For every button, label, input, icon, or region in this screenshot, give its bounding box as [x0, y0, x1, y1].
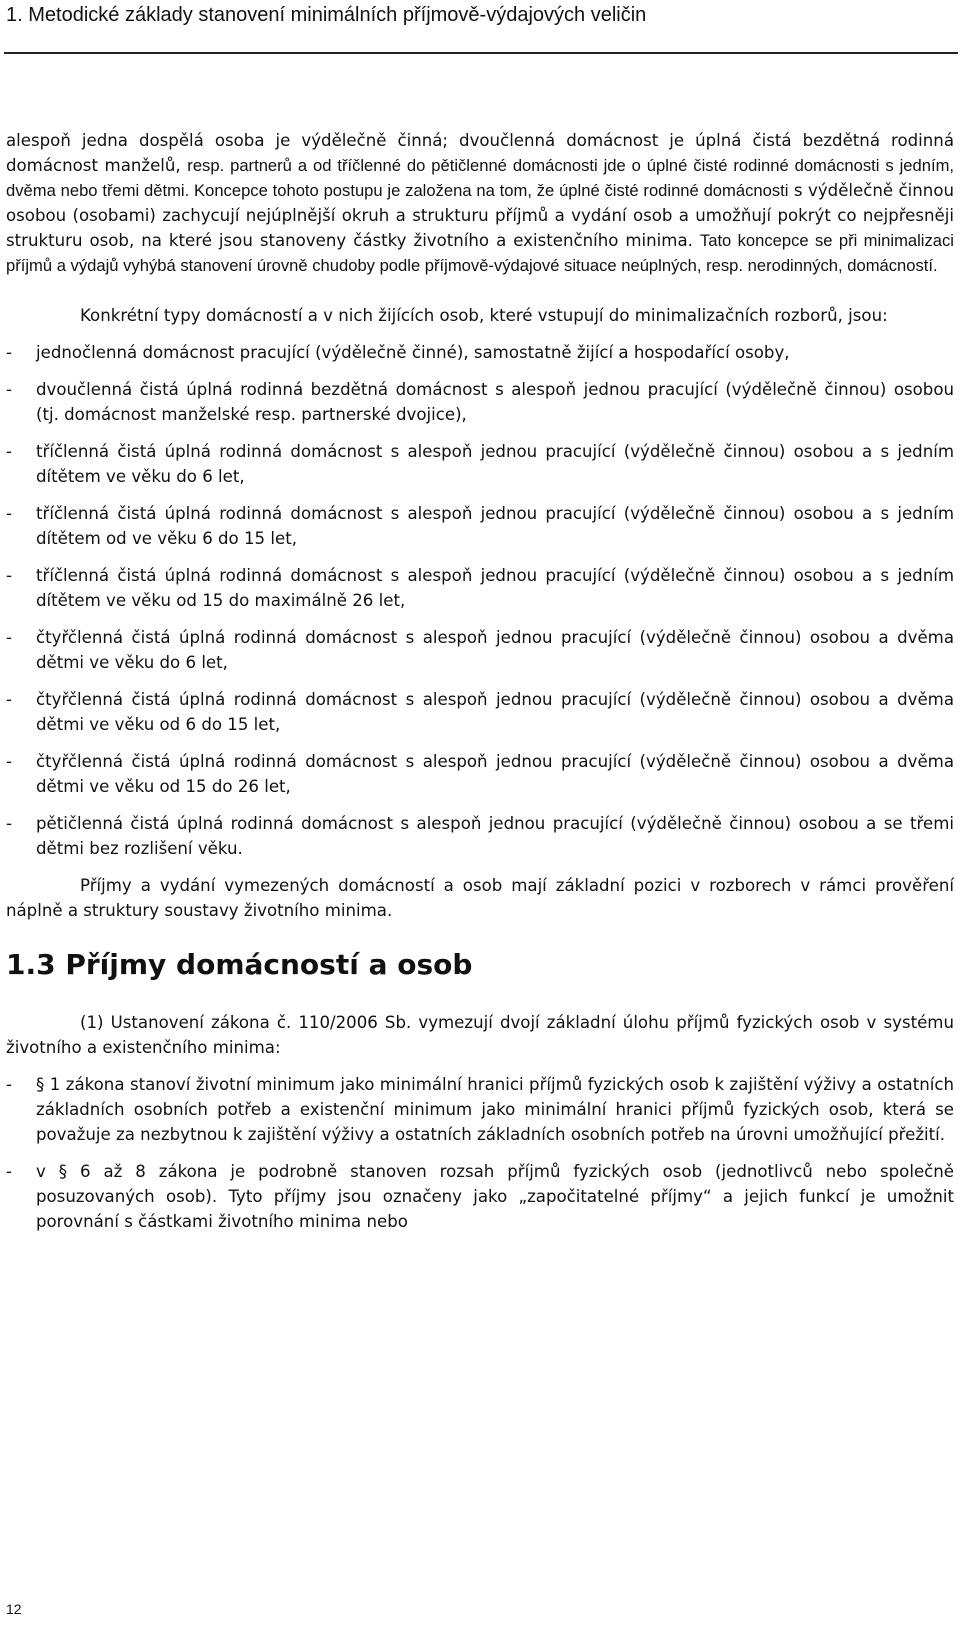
income-position-paragraph: Příjmy a vydání vymezených domácností a osob mají základní pozici v rozborech v rámci prověření náplně a struktury soustavy životního minima.	[6, 876, 954, 920]
list-dash: -	[6, 504, 12, 523]
list-item	[6, 749, 954, 799]
list-item-text: čtyřčlenná čistá úplná rodinná domácnost s alespoň jednou pracující (výdělečně činnou) osobou a dvěma dětmi ve věku do 6 let,	[36, 628, 954, 672]
list-item-text: tříčlenná čistá úplná rodinná domácnost s alespoň jednou pracující (výdělečně činnou) osobou a s jedním dítětem od ve věku 6 do 15 let,	[36, 504, 954, 548]
list-dash: -	[6, 380, 12, 399]
list-dash: -	[6, 442, 12, 461]
intro-text-2: resp. partnerů a od tříčlenné do pětičlenné domácnosti jde o úplné čisté rodinné domácnosti s jedním, dvěma nebo třemi dětmi. Koncepce tohoto postupu je založena na tom, že úplné čisté rodinné domácnosti	[6, 156, 954, 200]
list-dash: -	[6, 343, 12, 362]
list-item	[6, 1159, 954, 1234]
intro-text-1: alespoň jedna dospělá osoba je výdělečně činná; dvoučlenná domácnost je úplná čistá bezdětná rodinná domácnost manželů,	[6, 131, 954, 175]
list-item	[6, 563, 954, 613]
list-item-text: v § 6 až 8 zákona je podrobně stanoven rozsah příjmů fyzických osob (jednotlivců nebo společně posuzovaných osob). Tyto příjmy jsou označeny jako „započitatelné příjmy“ a jejich funkcí je umožnit porovnání s částkami životního minima nebo	[36, 1162, 954, 1231]
list-item	[6, 439, 954, 489]
list-dash: -	[6, 752, 12, 771]
list-item	[6, 377, 954, 427]
intro-text-3: s výdělečně činnou osobou (osobami) zachycují nejúplnější okruh a strukturu příjmů a vydání osob a umožňují pokrýt co nejpřesněji strukturu osob, na které jsou stanoveny částky životního a existenčního minima.	[6, 181, 954, 250]
intro-text-4: Tato koncepce se při minimalizaci příjmů a výdajů vyhýbá stanovení úrovně chudoby podle příjmově-výdajové situace neúplných, resp. nerodinných, domácností.	[6, 231, 954, 275]
header-rule	[4, 52, 958, 54]
list-dash: -	[6, 814, 12, 833]
list-item-text: pětičlenná čistá úplná rodinná domácnost s alespoň jednou pracující (výdělečně činnou) osobou a se třemi dětmi bez rozlišení věku.	[36, 814, 954, 858]
list-item-text: § 1 zákona stanoví životní minimum jako minimální hranici příjmů fyzických osob k zajištění výživy a ostatních základních osobních potřeb a existenční minimum jako minimální hranici příjmů fyzických osob, která se považuje za nezbytnou k zajištění výživy a ostatních základních osobních potřeb na úrovni umožňující přežití.	[36, 1075, 954, 1144]
list-item-text: čtyřčlenná čistá úplná rodinná domácnost s alespoň jednou pracující (výdělečně činnou) osobou a dvěma dětmi ve věku od 6 do 15 let,	[36, 690, 954, 734]
list-item	[6, 1072, 954, 1147]
intro-paragraph	[6, 128, 954, 278]
running-header: 1. Metodické základy stanovení minimálních příjmově-výdajových veličin	[6, 4, 647, 26]
section-heading: 1.3 Příjmy domácností a osob	[6, 948, 473, 981]
household-types-intro: Konkrétní typy domácností a v nich žijících osob, které vstupují do minimalizačních rozborů, jsou:	[80, 306, 888, 325]
list-dash: -	[6, 690, 12, 709]
list-dash: -	[6, 628, 12, 647]
list-item	[6, 340, 954, 365]
list-item-text: tříčlenná čistá úplná rodinná domácnost s alespoň jednou pracující (výdělečně činnou) osobou a s jedním dítětem ve věku od 15 do maximálně 26 let,	[36, 566, 954, 610]
page-number: 12	[6, 1601, 22, 1617]
body-text	[6, 128, 954, 1246]
list-item	[6, 687, 954, 737]
law-provisions-list	[6, 1072, 954, 1234]
list-item-text: tříčlenná čistá úplná rodinná domácnost s alespoň jednou pracující (výdělečně činnou) osobou a s jedním dítětem ve věku do 6 let,	[36, 442, 954, 486]
list-item-text: dvoučlenná čistá úplná rodinná bezdětná domácnost s alespoň jednou pracující (výdělečně činnou) osobou (tj. domácnost manželské resp. partnerské dvojice),	[36, 380, 954, 424]
list-item-text: jednočlenná domácnost pracující (výdělečně činné), samostatně žijící a hospodařící osoby,	[36, 343, 790, 362]
law-intro-paragraph: (1) Ustanovení zákona č. 110/2006 Sb. vymezují dvojí základní úlohu příjmů fyzických osob v systému životního a existenčního minima:	[6, 1013, 954, 1057]
household-types-list	[6, 340, 954, 861]
list-dash: -	[6, 1075, 12, 1094]
list-item-text: čtyřčlenná čistá úplná rodinná domácnost s alespoň jednou pracující (výdělečně činnou) osobou a dvěma dětmi ve věku od 15 do 26 let,	[36, 752, 954, 796]
list-dash: -	[6, 566, 12, 585]
list-dash: -	[6, 1162, 12, 1181]
list-item	[6, 811, 954, 861]
list-item	[6, 625, 954, 675]
list-item	[6, 501, 954, 551]
